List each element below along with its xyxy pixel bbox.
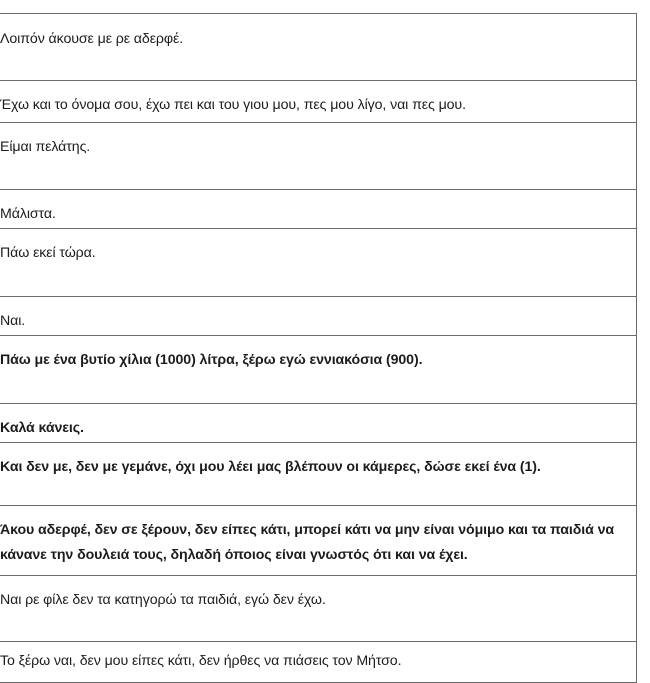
transcript-row bbox=[0, 443, 636, 506]
transcript-row bbox=[0, 404, 636, 443]
transcript-line: Το ξέρω ναι, δεν μου είπες κάτι, δεν ήρθες να πιάσεις τον Μήτσο. bbox=[0, 653, 402, 669]
transcript-line: Είμαι πελάτης. bbox=[0, 139, 91, 155]
transcript-line: Λοιπόν άκουσε με ρε αδερφέ. bbox=[0, 31, 184, 47]
transcript-line: Ναι. bbox=[0, 313, 26, 329]
transcript-row bbox=[0, 190, 636, 229]
transcript-row bbox=[0, 13, 636, 81]
transcript-row bbox=[0, 229, 636, 297]
transcript-line: Ναι ρε φίλε δεν τα κατηγορώ τα παιδιά, εγώ δεν έχω. bbox=[0, 592, 326, 608]
transcript-row bbox=[0, 336, 636, 404]
transcript-line: Πάω με ένα βυτίο χίλια (1000) λίτρα, ξέρω εγώ εννιακόσια (900). bbox=[0, 352, 423, 368]
transcript-line: Έχω και το όνομα σου, έχω πει και του γιου μου, πες μου λίγο, ναι πες μου. bbox=[0, 97, 466, 113]
transcript-row bbox=[0, 506, 636, 576]
transcript-row bbox=[0, 123, 636, 190]
transcript-row bbox=[0, 81, 636, 123]
transcript-line: Και δεν με, δεν με γεμάνε, όχι μου λέει μας βλέπουν οι κάμερες, δώσε εκεί ένα (1). bbox=[0, 459, 541, 475]
transcript-line: Πάω εκεί τώρα. bbox=[0, 245, 96, 261]
transcript-table bbox=[0, 13, 637, 683]
transcript-line: Μάλιστα. bbox=[0, 206, 56, 222]
transcript-line: Καλά κάνεις. bbox=[0, 420, 84, 436]
transcript-row bbox=[0, 576, 636, 642]
transcript-row bbox=[0, 642, 636, 683]
transcript-row bbox=[0, 297, 636, 336]
transcript-line: Άκου αδερφέ, δεν σε ξέρουν, δεν είπες κάτι, μπορεί κάτι να μην είναι νόμιμο και τα παιδιά να κάνανε την δουλειά τους, δηλαδή όποιος είναι γνωστός ότι και να έχει. bbox=[0, 522, 614, 563]
